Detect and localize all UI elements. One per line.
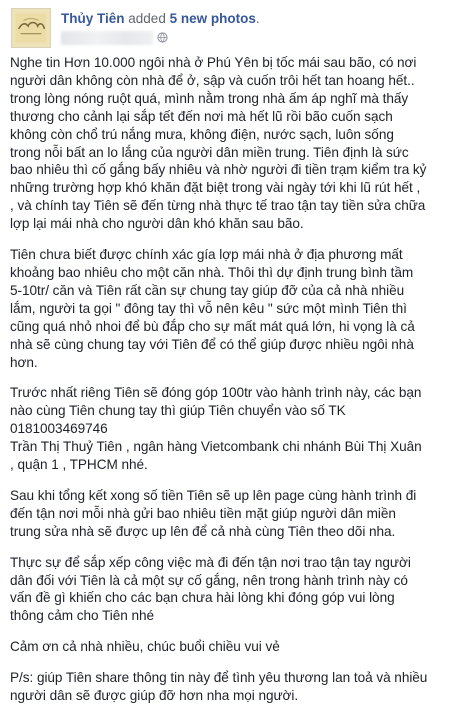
action-suffix: . [255, 11, 260, 26]
post-text-line: người dân sẽ được giúp đỡ hơn nha mọi người. [10, 688, 299, 704]
post-text-line: trung sửa nhà sẽ được up lên để cả nhà cùng Tiên theo dõi nha. [10, 523, 396, 539]
author-name[interactable]: Thủy Tiên [61, 11, 125, 26]
post-text-line: lắm, người ta gọi " đông tay thì vỗ nên kêu " sức một mình Tiên thì [10, 300, 407, 316]
post-text-line: , và chính tay Tiên sẽ đến từng nhà thực tế trao tận tay tiền sửa chữa [10, 198, 426, 214]
post-text-line: nhà sẽ cùng chung tay với Tiên để có thể giúp được nhiều ngôi nhà [10, 336, 414, 352]
post-text-line: Sau khi tổng kết xong số tiền Tiên sẽ up lên page cùng hành trình đi [10, 487, 417, 503]
post-text-line: Nghe tin Hơn 10.000 ngôi nhà ở Phú Yên bị tốc mái sau bão, có nơi [10, 55, 417, 70]
post-text-line: trong lòng nóng ruột quá, mình nằm trong nhà ấm áp nghĩ mà thấy [10, 90, 409, 106]
author-line [61, 10, 260, 27]
post-text-line: trong nỗi bất an lo lắng của người dân miền trung. Tiên định là sức [10, 144, 409, 160]
post-action [128, 11, 259, 26]
action-prefix: added [128, 11, 170, 26]
post-text-line: Cảm ơn cả nhà nhiều, chúc buổi chiều vui vẻ [10, 639, 280, 655]
post-text-line: Thực sự để sắp xếp công việc mà đi đến tận nơi trao tận tay người [10, 554, 411, 570]
post-text-line: thông cảm cho Tiên nhé [10, 608, 154, 624]
post-text-line: lợp lại mái nhà cho người dân khó khăn sau bão. [10, 216, 304, 232]
avatar[interactable] [11, 8, 51, 48]
post-text-line: , quận 1 , TPHCM nhé. [10, 457, 148, 473]
post-text-line: Tiên chưa biết được chính xác gía lợp mái nhà ở địa phương mất [10, 247, 403, 263]
post-paragraph [10, 669, 466, 705]
globe-icon [157, 32, 168, 43]
post-paragraph [10, 246, 466, 371]
post-text-line: 0181003469746 [10, 421, 108, 437]
post-paragraph [10, 384, 466, 474]
post-paragraph [10, 638, 466, 656]
post-text-line: thương cho cảnh lại sắp tết đến nơi mà hết lũ rồi bão cuốn sạch [10, 108, 393, 124]
post-text-line: dân đối với Tiên là cả một sự cố gắng, nên trong hành trình này có [10, 572, 408, 588]
post-text-line: khoảng bao nhiêu cho một căn nhà. Thôi thì dự định trung bình tầm [10, 264, 414, 280]
post-text-line: cũng quá nhỏ nhoi để bù đắp cho sự mất mát quá lớn, hi vọng là cả [10, 318, 415, 334]
post-text-line: đến tận nơi mỗi nhà gửi bao nhiêu tiền mặt giúp người dân miền [10, 505, 396, 521]
post-text-line: nào cùng Tiên chung tay thì giúp Tiên chuyển vào số TK [10, 403, 346, 419]
profile-photo-icon [12, 9, 50, 47]
post-paragraph [10, 554, 466, 626]
post-text-line: Trước nhất riêng Tiên sẽ đóng góp 100tr vào hành trình này, các bạn [10, 385, 422, 401]
photos-link[interactable]: 5 new photos [169, 11, 256, 26]
post-text-line: người dân không còn nhà để ở, sập và cuốn trôi hết tan hoang hết.. [10, 72, 415, 88]
post-paragraph [10, 487, 466, 541]
post-text-line: bao nhiêu thì cố gắng bấy nhiêu và nhờ người đi tiền trạm kiểm tra kỷ [10, 162, 427, 178]
post-text-line: Trần Thị Thuỷ Tiên , ngân hàng Vietcombank chi nhánh Bùi Thị Xuân [10, 439, 422, 455]
post-header [11, 8, 461, 48]
post-text-line: vấn đề gì khiến cho các bạn chưa hài lòng khi đóng góp vui lòng [10, 590, 395, 606]
post-text-line: hơn. [10, 354, 38, 370]
post-paragraph [10, 54, 466, 233]
post-text-line: 5-10tr/ căn và Tiên rất cần sự chung tay giúp đỡ của cả nhà nhiều [10, 282, 405, 298]
post-text [10, 54, 466, 705]
post-text-line: những trường hợp khó khăn đặt biệt trong vài ngày tới khi lũ rút hết , [10, 180, 421, 196]
blurred-timestamp[interactable] [61, 31, 153, 45]
post-text-line: không còn chổ trú nắng mưa, không điện, nước sạch, luôn sống [10, 126, 394, 142]
post-text-line: P/s: giúp Tiên share thông tin này để tình yêu thương lan toả và nhiều [10, 670, 428, 686]
